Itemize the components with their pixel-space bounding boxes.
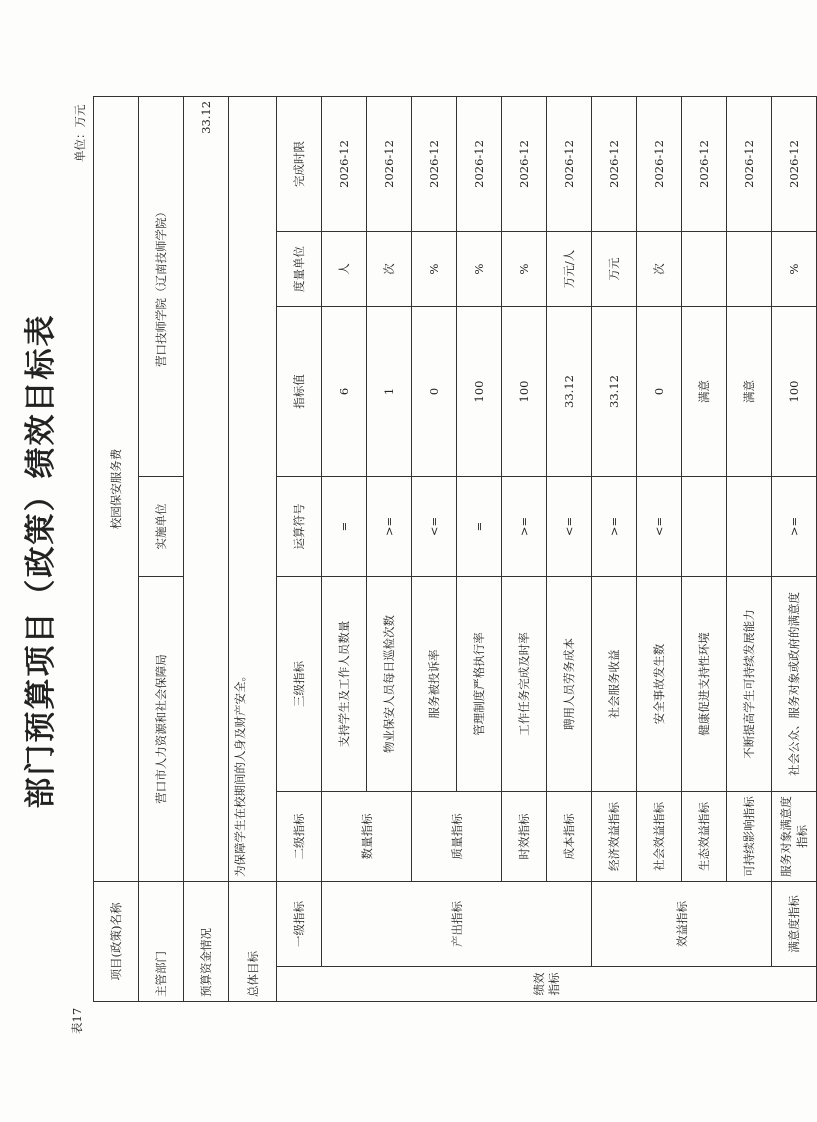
deadline-cell: 2026-12	[547, 96, 592, 231]
table-row	[637, 96, 682, 1001]
op-cell: =	[457, 476, 502, 576]
op-cell: >=	[367, 476, 412, 576]
l2-cell: 成本指标	[547, 791, 592, 881]
unit-cell	[682, 231, 727, 306]
l2-cell: 质量指标	[412, 791, 502, 881]
table-row	[184, 96, 229, 1001]
header-unit: 度量单位	[277, 231, 322, 306]
unit-cell: 人	[322, 231, 367, 306]
l2-cell: 社会效益指标	[637, 791, 682, 881]
budget-label: 预算资金情况	[184, 881, 229, 1001]
table-row	[412, 96, 457, 1001]
impl-value: 营口技师学院（辽南技师学院）	[139, 96, 184, 476]
deadline-cell: 2026-12	[637, 96, 682, 231]
deadline-cell: 2026-12	[412, 96, 457, 231]
unit-cell: %	[412, 231, 457, 306]
header-l1: 一级指标	[277, 881, 322, 966]
val-cell: 满意	[682, 306, 727, 476]
l3-cell: 物业保安人员每日巡检次数	[367, 576, 412, 791]
deadline-cell: 2026-12	[502, 96, 547, 231]
project-label: 项目(政策)名称	[94, 881, 139, 1001]
table-row	[502, 96, 547, 1001]
l2-cell: 生态效益指标	[682, 791, 727, 881]
op-cell	[682, 476, 727, 576]
table-row	[727, 96, 772, 1001]
val-cell: 33.12	[547, 306, 592, 476]
unit-cell	[727, 231, 772, 306]
op-cell	[727, 476, 772, 576]
table-row	[139, 96, 184, 1001]
header-op: 运算符号	[277, 476, 322, 576]
deadline-cell: 2026-12	[367, 96, 412, 231]
unit-cell: 次	[637, 231, 682, 306]
l3-cell: 工作任务完成及时率	[502, 576, 547, 791]
header-val: 指标值	[277, 306, 322, 476]
unit-cell: %	[457, 231, 502, 306]
goal-value: 为保障学生在校期间的人身及财产安全。	[229, 96, 277, 881]
val-cell: 0	[412, 306, 457, 476]
val-cell: 1	[367, 306, 412, 476]
header-l3: 三级指标	[277, 576, 322, 791]
l2-cell: 数量指标	[322, 791, 412, 881]
impl-label: 实施单位	[139, 476, 184, 576]
l3-cell: 安全事故发生数	[637, 576, 682, 791]
deadline-cell: 2026-12	[592, 96, 637, 231]
group-output: 产出指标	[322, 881, 592, 966]
l3-cell: 支持学生及工作人员数量	[322, 576, 367, 791]
unit-cell: 次	[367, 231, 412, 306]
header-deadline: 完成时限	[277, 96, 322, 231]
header-l2: 二级指标	[277, 791, 322, 881]
val-cell: 33.12	[592, 306, 637, 476]
l3-cell: 聘用人员劳务成本	[547, 576, 592, 791]
unit-cell: 万元/人	[547, 231, 592, 306]
val-cell: 满意	[727, 306, 772, 476]
unit-cell: 万元	[592, 231, 637, 306]
val-cell: 100	[457, 306, 502, 476]
table-row	[229, 96, 277, 1001]
l3-cell: 服务被投诉率	[412, 576, 457, 791]
perf-label: 绩效指标	[277, 967, 817, 1002]
op-cell: =	[322, 476, 367, 576]
l3-cell: 不断提高学生可持续发展能力	[727, 576, 772, 791]
dept-label: 主管部门	[139, 881, 184, 1001]
group-benefit: 效益指标	[592, 881, 772, 966]
table-row	[682, 96, 727, 1001]
header-row	[277, 96, 322, 1001]
op-cell: >=	[502, 476, 547, 576]
op-cell: >=	[772, 476, 817, 576]
dept-value: 营口市人力资源和社会保障局	[139, 576, 184, 881]
table-row	[322, 96, 367, 1001]
l3-cell: 社会公众、服务对象或政府的满意度	[772, 576, 817, 791]
group-satisfaction: 满意度指标	[772, 881, 817, 966]
table-row	[592, 96, 637, 1001]
page-title: 部门预算项目（政策）绩效目标表	[23, 313, 59, 809]
unit-cell: %	[772, 231, 817, 306]
budget-value: 33.12	[184, 96, 229, 881]
op-cell: <=	[637, 476, 682, 576]
project-value: 校园保安服务费	[94, 96, 139, 881]
goal-label: 总体目标	[229, 881, 277, 1001]
val-cell: 100	[502, 306, 547, 476]
table-row	[94, 96, 139, 1001]
deadline-cell: 2026-12	[682, 96, 727, 231]
deadline-cell: 2026-12	[322, 96, 367, 231]
val-cell: 0	[637, 306, 682, 476]
deadline-cell: 2026-12	[772, 96, 817, 231]
unit-label: 单位：万元	[73, 104, 87, 162]
op-cell: >=	[592, 476, 637, 576]
val-cell: 100	[772, 306, 817, 476]
deadline-cell: 2026-12	[457, 96, 502, 231]
l3-cell: 管理制度严格执行率	[457, 576, 502, 791]
l2-cell: 服务对象满意度指标	[772, 791, 817, 881]
val-cell: 6	[322, 306, 367, 476]
table-number: 表17	[70, 1007, 84, 1034]
unit-cell: %	[502, 231, 547, 306]
op-cell: <=	[547, 476, 592, 576]
deadline-cell: 2026-12	[727, 96, 772, 231]
l3-cell: 社会服务收益	[592, 576, 637, 791]
l3-cell: 健康促进支持性环境	[682, 576, 727, 791]
l2-cell: 可持续影响指标	[727, 791, 772, 881]
l2-cell: 时效指标	[502, 791, 547, 881]
l2-cell: 经济效益指标	[592, 791, 637, 881]
table-row	[772, 96, 817, 1001]
table-row	[547, 96, 592, 1001]
performance-table	[93, 96, 817, 1002]
op-cell: <=	[412, 476, 457, 576]
